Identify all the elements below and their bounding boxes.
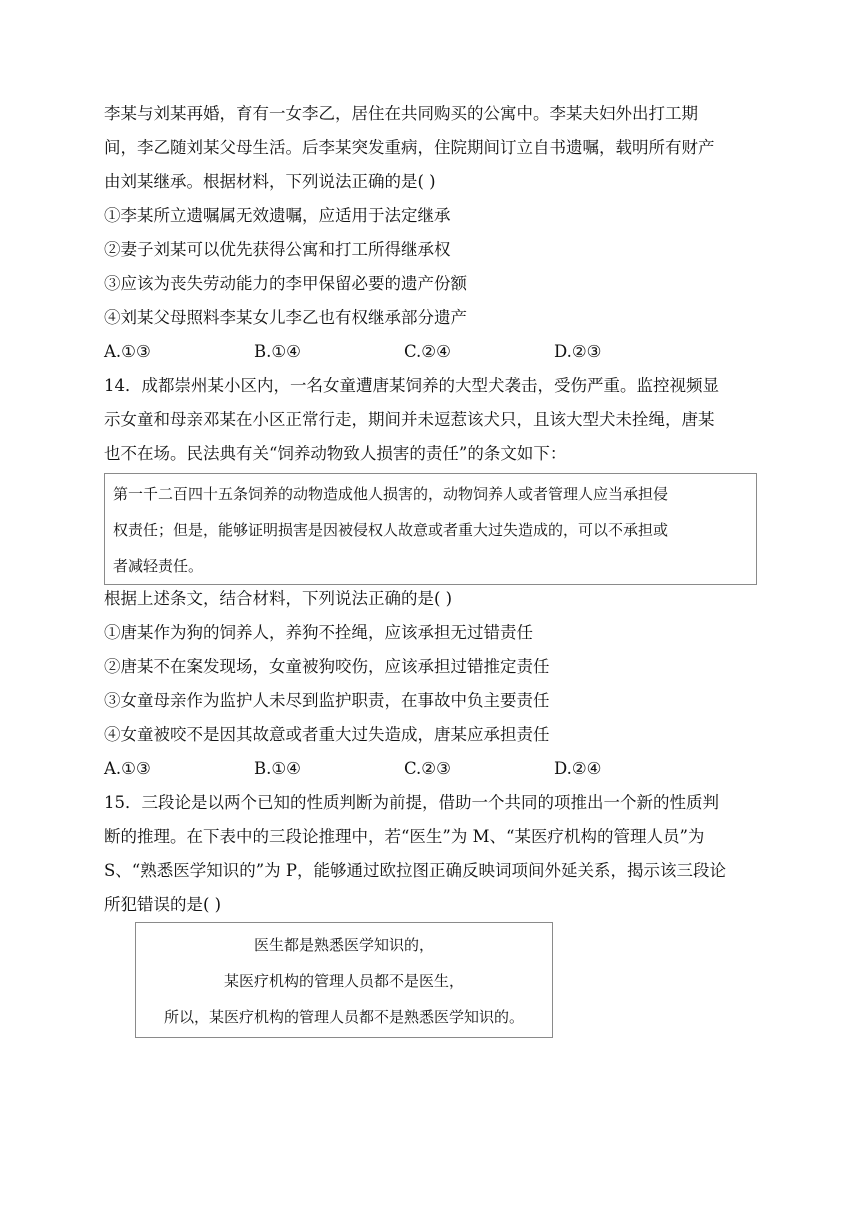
q14-text-line: 也不在场。民法典有关“饲养动物致人损害的责任”的条文如下：: [104, 444, 567, 463]
syllogism-box: [135, 922, 553, 1038]
syllogism-major-premise: 医生都是熟悉医学知识的，: [253, 936, 434, 954]
q14-option-d: D.②④: [554, 759, 602, 778]
q15-text-line: S、“熟悉医学知识的”为 P，能够通过欧拉图正确反映词项间外延关系，揭示该三段论: [104, 861, 727, 880]
q15-text-line: 所犯错误的是( ): [104, 895, 222, 914]
q14-text-line: 示女童和母亲邓某在小区正常行走，期间并未逗惹该犬只，且该大型犬未拴绳，唐某: [104, 410, 715, 429]
q13-option-a: A.①③: [104, 342, 151, 361]
q14-item: ③女童母亲作为监护人未尽到监护职责，在事故中负主要责任: [104, 691, 550, 710]
q13-text-line: 李某与刘某再婚，育有一女李乙，居住在共同购买的公寓中。李某夫妇外出打工期: [104, 104, 698, 123]
q14-item: ④女童被咬不是因其故意或者重大过失造成，唐某应承担责任: [104, 725, 550, 744]
syllogism-conclusion: 所以，某医疗机构的管理人员都不是熟悉医学知识的。: [163, 1008, 524, 1026]
q15-text-line: 15．三段论是以两个已知的性质判断为前提，借助一个共同的项推出一个新的性质判: [104, 793, 719, 812]
q13-text-line: 间，李乙随刘某父母生活。后李某突发重病，住院期间订立自书遗嘱，载明所有财产: [104, 138, 715, 157]
q13-item: ④刘某父母照料李某女儿李乙也有权继承部分遗产: [104, 308, 467, 327]
q13-item: ②妻子刘某可以优先获得公寓和打工所得继承权: [104, 240, 451, 259]
law-article-box: [104, 473, 757, 585]
q13-item: ③应该为丧失劳动能力的李甲保留必要的遗产份额: [104, 274, 467, 293]
q14-stem: 根据上述条文，结合材料，下列说法正确的是( ): [104, 589, 453, 608]
law-article-line: 权责任；但是，能够证明损害是因被侵权人故意或者重大过失造成的，可以不承担或: [113, 521, 669, 539]
q15-text-line: 断的推理。在下表中的三段论推理中，若“医生”为 M、“某医疗机构的管理人员”为: [104, 827, 705, 846]
law-article-line: 第一千二百四十五条饲养的动物造成他人损害的，动物饲养人或者管理人应当承担侵: [113, 485, 669, 503]
q13-option-c: C.②④: [404, 342, 451, 361]
q14-text-line: 14．成都崇州某小区内，一名女童遭唐某饲养的大型犬袭击，受伤严重。监控视频显: [104, 376, 719, 395]
syllogism-minor-premise: 某医疗机构的管理人员都不是医生，: [223, 972, 464, 990]
q14-option-c: C.②③: [404, 759, 451, 778]
q13-option-b: B.①④: [254, 342, 301, 361]
q13-item: ①李某所立遗嘱属无效遗嘱，应适用于法定继承: [104, 206, 451, 225]
q14-option-a: A.①③: [104, 759, 151, 778]
q13-option-d: D.②③: [554, 342, 602, 361]
q14-option-b: B.①④: [254, 759, 301, 778]
q13-text-line: 由刘某继承。根据材料，下列说法正确的是( ): [104, 172, 436, 191]
q14-item: ②唐某不在案发现场，女童被狗咬伤，应该承担过错推定责任: [104, 657, 550, 676]
q14-item: ①唐某作为狗的饲养人，养狗不拴绳，应该承担无过错责任: [104, 623, 533, 642]
law-article-line: 者减轻责任。: [113, 557, 204, 575]
